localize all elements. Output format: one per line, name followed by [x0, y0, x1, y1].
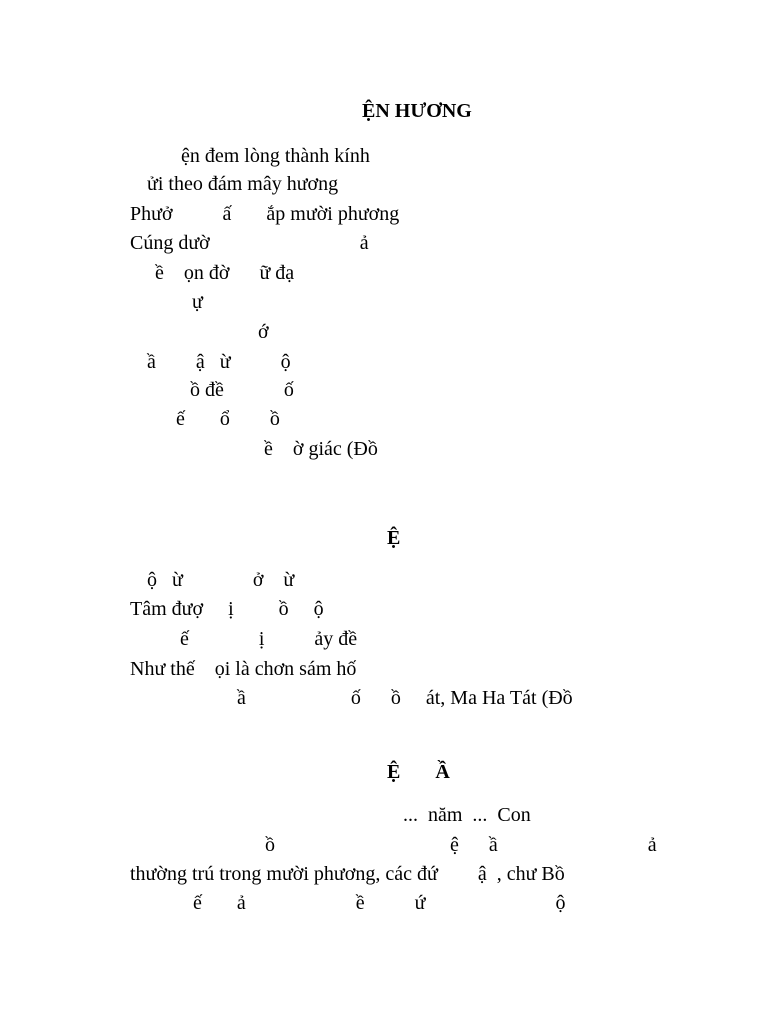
- verse-line: ộ ừ ở ừ: [147, 569, 295, 591]
- verse-line: ớ: [258, 321, 269, 343]
- prose-line: ồ ệ ầ ả: [265, 834, 657, 856]
- verse-line: Cúng dườ ả: [130, 232, 369, 254]
- section-1-heading: ỆN HƯƠNG: [362, 100, 472, 122]
- verse-line: ửi theo đám mây hương: [147, 173, 339, 195]
- verse-line: ế ị ảy đề: [180, 628, 358, 650]
- verse-line: ồ đề ố: [190, 379, 294, 401]
- verse-line: ầ ố ồ át, Ma Ha Tát (Đồ: [237, 687, 573, 709]
- verse-line: Tâm đượ ị ồ ộ: [130, 598, 324, 620]
- verse-line: ề ọn đờ ữ đạ: [155, 262, 295, 284]
- prose-line: thường trú trong mười phương, các đứ ậ , chư Bồ: [130, 863, 565, 885]
- verse-line: Phưở ấ ắp mười phương: [130, 203, 400, 225]
- section-2-heading: Ệ: [387, 527, 401, 549]
- verse-line: ện đem lòng thành kính: [181, 145, 370, 167]
- prose-line: ế ả ề ứ ộ: [193, 892, 566, 914]
- verse-line: ế ổ ồ: [176, 408, 280, 430]
- section-3-heading: Ệ Ầ: [387, 761, 450, 783]
- verse-line: ự: [192, 291, 203, 313]
- verse-line: ầ ậ ừ ộ: [147, 351, 291, 373]
- verse-line: ề ờ giác (Đồ: [264, 438, 378, 460]
- prose-line: ... năm ... Con: [403, 804, 531, 826]
- verse-line: Như thế ọi là chơn sám hố: [130, 658, 357, 680]
